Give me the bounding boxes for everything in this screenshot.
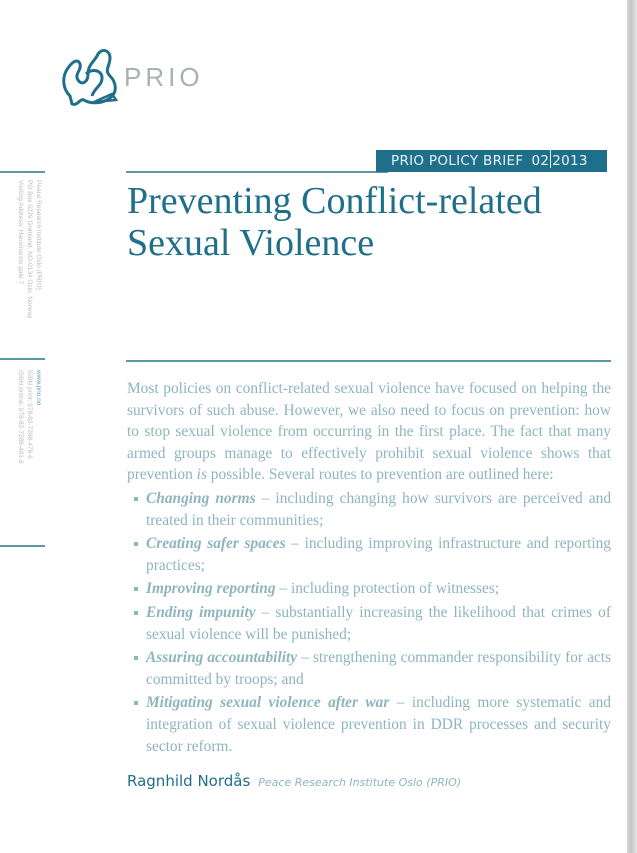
address-line-2: PO Box 9229 Grønland, NO-0134 Oslo, Norway	[26, 180, 33, 319]
intro-text: Most policies on conflict-related sexual violence have focused on helping the survivors of such abuse. However, we also need to focus on prevention: how to stop sexual violence from occurring in the first place. The fact that many armed groups manage to effectively prohibit sexual violence shows that prevention	[127, 380, 611, 484]
list-item: Changing norms – including changing how survivors are perceived and treated in their communities;	[127, 488, 611, 531]
prio-wordmark: PRIO	[124, 62, 204, 92]
policy-brief-banner	[376, 150, 607, 172]
sidebar-publication-info	[16, 370, 43, 490]
list-item: Creating safer spaces – including improving infrastructure and reporting practices;	[127, 533, 611, 576]
author-affiliation: Peace Research Institute Oslo (PRIO)	[258, 776, 462, 789]
website-link[interactable]: www.prio.no	[35, 370, 42, 406]
title-underline-rule	[126, 360, 611, 362]
sidebar-rule-bottom	[0, 545, 45, 547]
byline	[127, 772, 461, 791]
address-line-1: Peace Research Institute Oslo (PRIO)	[35, 180, 42, 290]
prevention-routes-list	[127, 488, 611, 757]
banner-series: PRIO POLICY BRIEF	[391, 153, 524, 169]
banner-issue: 02	[531, 153, 550, 169]
list-item: Improving reporting – including protection of witnesses;	[127, 578, 611, 600]
author-name: Ragnhild Nordås	[127, 772, 251, 790]
header-rule-left	[0, 171, 45, 173]
header-rule-right	[126, 171, 388, 173]
isbn-online: ISBN online: 978-82-7288-481-6	[17, 370, 24, 464]
title-line-1: Preventing Conflict-related	[127, 180, 542, 222]
list-item: Assuring accountability – strengthening commander responsibility for acts committed by troops; and	[127, 647, 611, 690]
address-line-3: Visiting Address: Hausmanns gate 7	[17, 180, 24, 285]
banner-year: 2013	[552, 153, 588, 169]
isbn-print: ISBN print: 978-82-7288-478-6	[26, 370, 33, 459]
intro-emphasis: is	[196, 466, 207, 484]
list-item: Mitigating sexual violence after war – including more systematic and integration of sexual violence prevention in DDR processes and security sector reform.	[127, 692, 611, 757]
page-title	[127, 180, 607, 264]
list-item: Ending impunity – substantially increasing the likelihood that crimes of sexual violence will be punished;	[127, 602, 611, 645]
intro-text-end: possible. Several routes to prevention are outlined here:	[206, 466, 554, 484]
abstract-intro	[127, 378, 611, 486]
sidebar-rule-mid	[0, 358, 45, 360]
abstract	[127, 378, 611, 757]
title-line-2: Sexual Violence	[127, 222, 375, 264]
page-edge-shadow	[627, 0, 637, 853]
sidebar-address	[16, 180, 43, 350]
